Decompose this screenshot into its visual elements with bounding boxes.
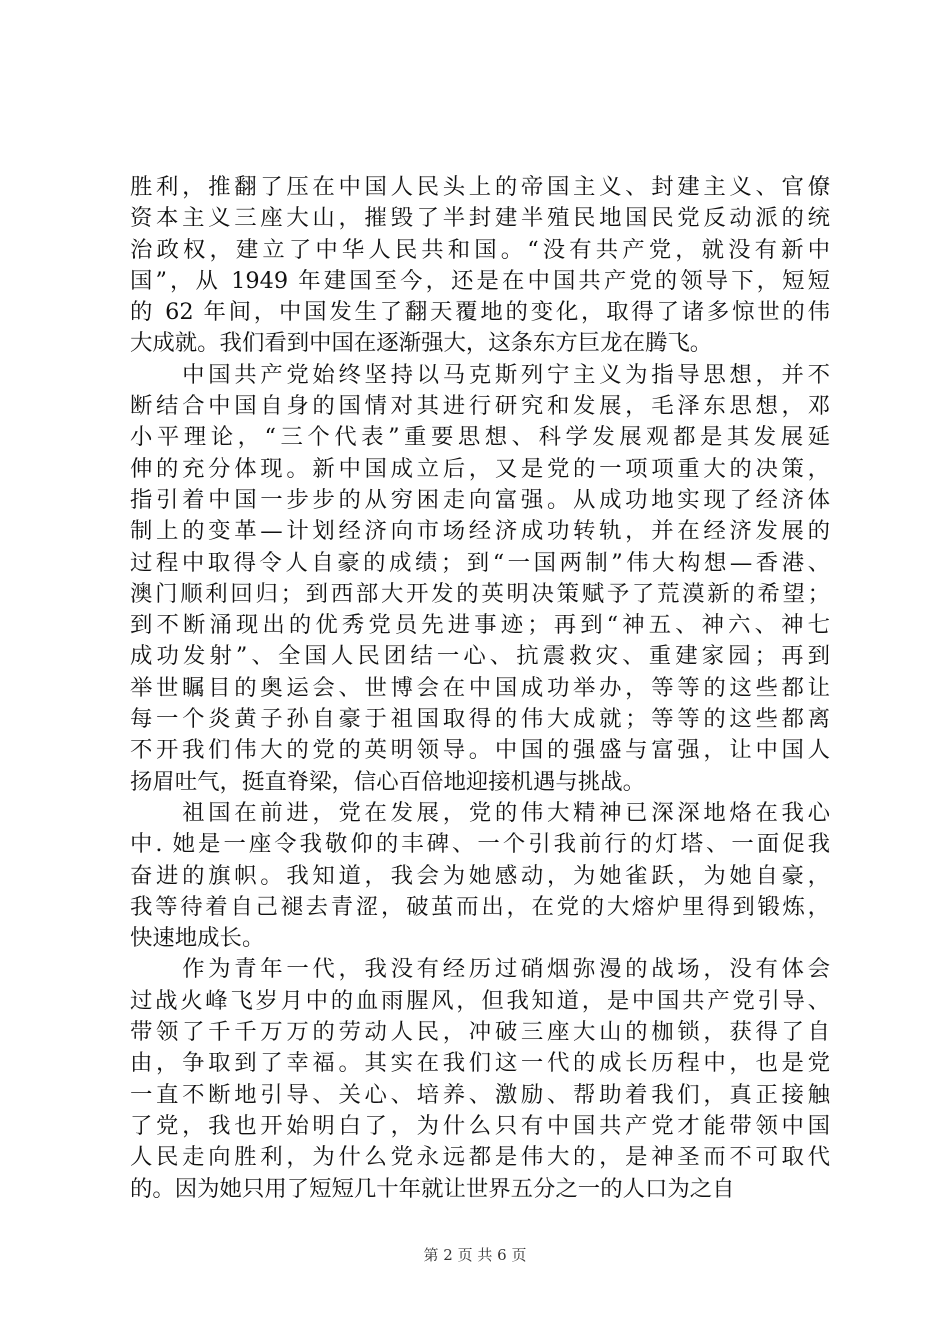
text-line: 每一个炎黄子孙自豪于祖国取得的伟大成就；等等的这些都离 [130, 706, 830, 733]
text-line: 过程中取得令人自豪的成绩；到“一国两制”伟大构想—香港、 [130, 549, 830, 576]
text-line: 断结合中国自身的国情对其进行研究和发展，毛泽东思想，邓 [130, 393, 830, 420]
text-line: 一直不断地引导、关心、培养、激励、帮助着我们，真正接触 [130, 1081, 830, 1108]
text-line: 制上的变革—计划经济向市场经济成功转轨，并在经济发展的 [130, 518, 830, 545]
text-line: 快速地成长。 [130, 925, 265, 952]
page-footer: 第 2 页 共 6 页 [423, 1246, 527, 1264]
paragraph [130, 172, 830, 360]
text-line: 作为青年一代，我没有经历过硝烟弥漫的战场，没有体会 [130, 956, 830, 983]
text-line: 到不断涌现出的优秀党员先进事迹；再到“神五、神六、神七 [130, 612, 830, 639]
text-line: 不开我们伟大的党的英明领导。中国的强盛与富强，让中国人 [130, 737, 830, 764]
text-line: 小平理论，“三个代表”重要思想、科学发展观都是其发展延 [130, 424, 830, 451]
text-line: 资本主义三座大山，摧毁了半封建半殖民地国民党反动派的统 [130, 205, 830, 232]
text-line: 指引着中国一步步的从穷困走向富强。从成功地实现了经济体 [130, 486, 830, 513]
text-line: 带领了千千万万的劳动人民，冲破三座大山的枷锁，获得了自 [130, 1019, 830, 1046]
text-line: 由，争取到了幸福。其实在我们这一代的成长历程中，也是党 [130, 1050, 830, 1077]
text-line: 的 62 年间，中国发生了翻天覆地的变化，取得了诸多惊世的伟 [130, 299, 830, 326]
text-line: 成功发射”、全国人民团结一心、抗震救灾、重建家园；再到 [130, 643, 830, 670]
text-line: 国”，从 1949 年建国至今，还是在中国共产党的领导下，短短 [130, 267, 830, 294]
text-line: 祖国在前进，党在发展，党的伟大精神已深深地烙在我心 [130, 799, 830, 826]
paragraph [130, 360, 830, 798]
paragraph [130, 798, 830, 954]
text-line: 举世瞩目的奥运会、世博会在中国成功举办，等等的这些都让 [130, 674, 830, 701]
text-line: 人民走向胜利，为什么党永远都是伟大的，是神圣而不可取代 [130, 1144, 830, 1171]
text-line: 过战火峰飞岁月中的血雨腥风，但我知道，是中国共产党引导、 [130, 987, 830, 1014]
text-line: 胜利，推翻了压在中国人民头上的帝国主义、封建主义、官僚 [130, 174, 830, 200]
body-text [130, 172, 830, 1205]
text-line: 治政权，建立了中华人民共和国。“没有共产党，就没有新中 [130, 236, 830, 263]
text-line: 大成就。我们看到中国在逐渐强大，这条东方巨龙在腾飞。 [130, 330, 713, 357]
text-line: 了党，我也开始明白了，为什么只有中国共产党才能带领中国 [130, 1112, 830, 1139]
text-line: 奋进的旗帜。我知道，我会为她感动，为她雀跃，为她自豪， [130, 862, 830, 889]
text-line: 我等待着自己褪去青涩，破茧而出，在党的大熔炉里得到锻炼， [130, 893, 830, 920]
paragraph [130, 954, 830, 1204]
text-line: 扬眉吐气，挺直脊梁，信心百倍地迎接机遇与挑战。 [130, 768, 645, 795]
text-line: 伸的充分体现。新中国成立后，又是党的一项项重大的决策， [130, 455, 830, 482]
text-line: 中国共产党始终坚持以马克斯列宁主义为指导思想，并不 [130, 361, 830, 388]
text-line: 澳门顺利回归；到西部大开发的英明决策赋予了荒漠新的希望； [130, 580, 830, 607]
text-line: 中. 她是一座令我敬仰的丰碑、一个引我前行的灯塔、一面促我 [130, 831, 830, 858]
text-line: 的。因为她只用了短短几十年就让世界五分之一的人口为之自 [130, 1175, 735, 1202]
